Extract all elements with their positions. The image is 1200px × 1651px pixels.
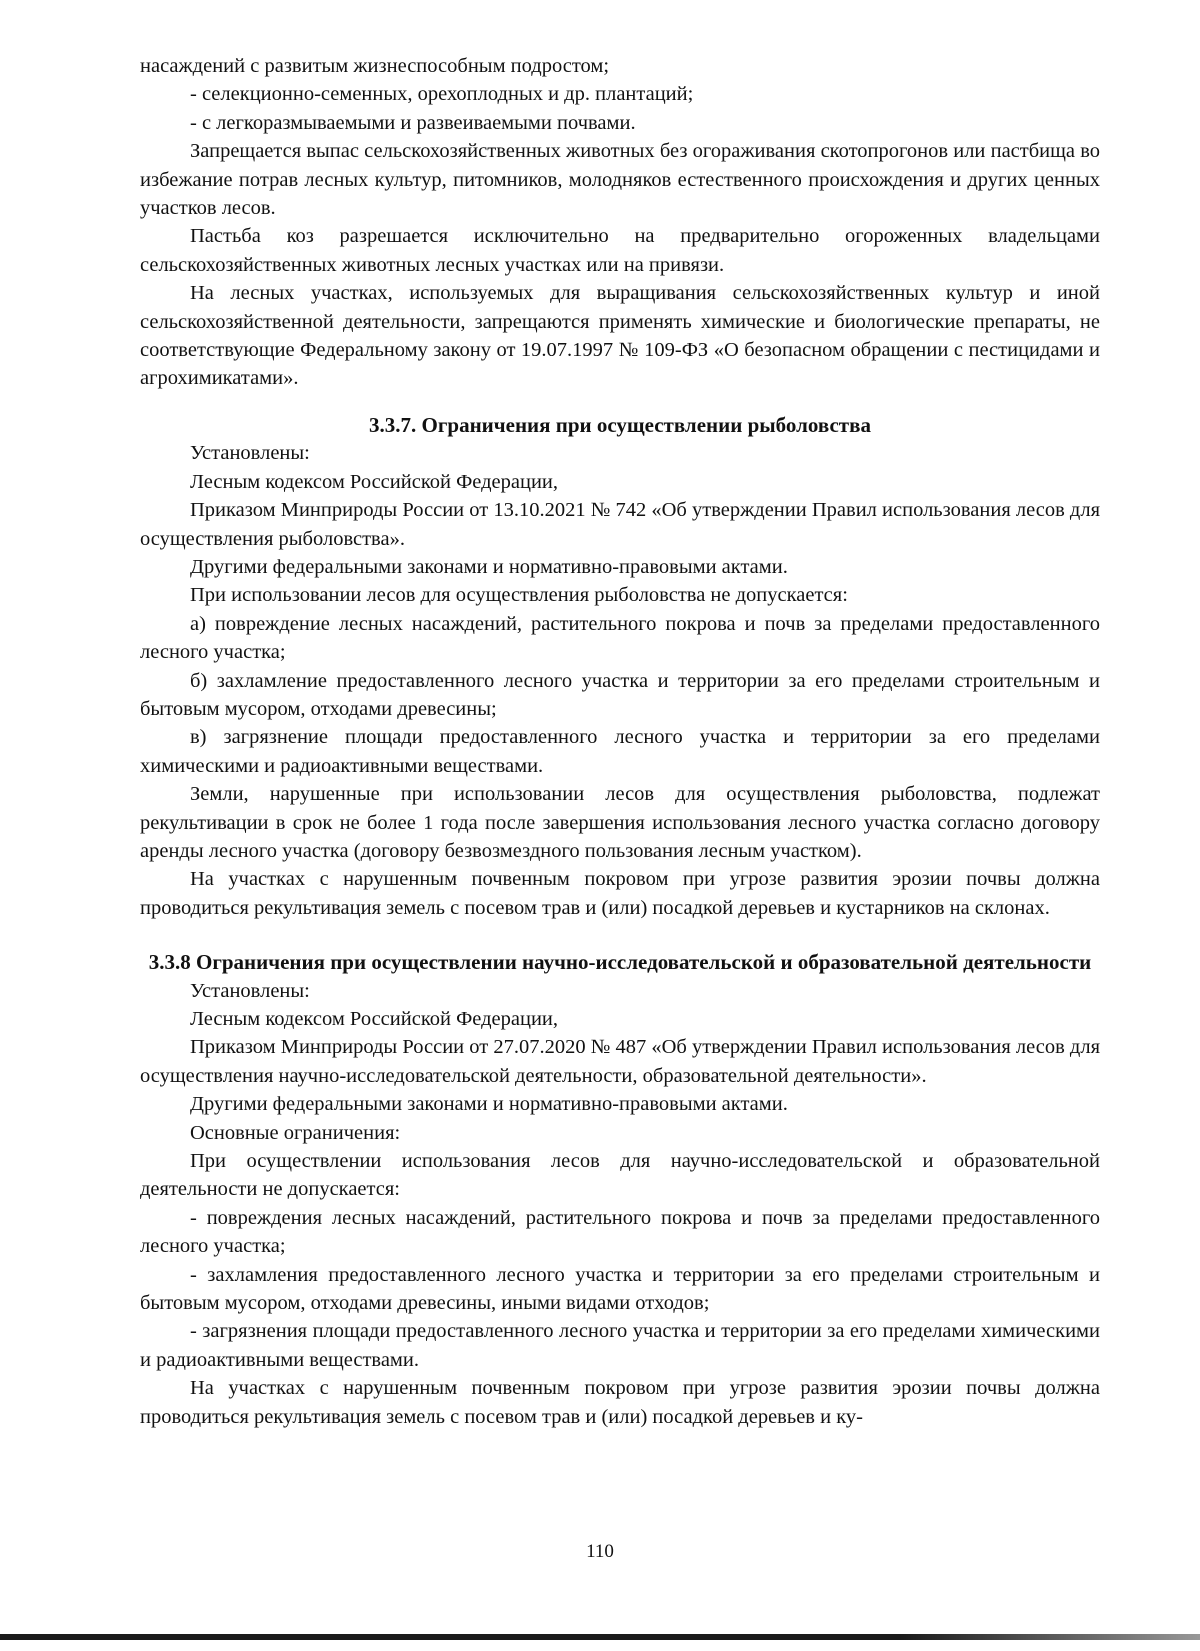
paragraph: Пастьба коз разрешается исключительно на предварительно огороженных владельцами сельскохозяйственных животных лесных участках или на привязи.: [140, 225, 1100, 276]
paragraph: Основные ограничения:: [190, 1121, 401, 1144]
paragraph: Лесным кодексом Российской Федерации,: [190, 470, 559, 493]
paragraph: На участках с нарушенным почвенным покровом при угрозе развития эрозии почвы должна проводиться рекультивация земель с посевом трав и (или) посадкой деревьев и ку-: [140, 1377, 1100, 1428]
bottom-scan-edge-fade: [900, 1634, 1200, 1640]
paragraph: При использовании лесов для осуществления рыболовства не допускается:: [190, 584, 848, 607]
paragraph: насаждений с развитым жизнеспособным подростом;: [140, 55, 610, 77]
paragraph: Другими федеральными законами и нормативно-правовыми актами.: [190, 555, 788, 578]
section-heading-3-3-7: 3.3.7. Ограничения при осуществлении рыболовства: [369, 412, 871, 437]
page-number: 110: [586, 1541, 614, 1562]
list-item: а) повреждение лесных насаждений, растительного покрова и почв за пределами предоставленного лесного участка;: [140, 612, 1100, 664]
list-item: - повреждения лесных насаждений, растительного покрова и почв за пределами предоставленного лесного участка;: [140, 1206, 1100, 1258]
paragraph: Приказом Минприроды России от 13.10.2021 № 742 «Об утверждении Правил использования лесов для осуществления рыболовства».: [140, 499, 1100, 550]
paragraph: Приказом Минприроды России от 27.07.2020 № 487 «Об утверждении Правил использования лесов для осуществления научно-исследовательской деятельности, образовательной деятельности».: [140, 1036, 1100, 1087]
document-body: [140, 52, 1100, 1431]
paragraph: На лесных участках, используемых для выращивания сельскохозяйственных культур и иной сельскохозяйственной деятельности, запрещаются применять химические и биологические препараты, не соответствующие Федеральному закону от 19.07.1997 № 109-ФЗ «О безопасном обращении с пестицидами и агрохимикатами».: [140, 282, 1100, 390]
list-item: - селекционно-семенных, орехоплодных и др. плантаций;: [190, 83, 694, 106]
paragraph: Установлены:: [190, 979, 310, 1002]
paragraph: Запрещается выпас сельскохозяйственных животных без огораживания скотопрогонов или пастбища во избежание потрав лесных культур, питомников, молодняков естественного происхождения и других ценных участков лесов.: [140, 140, 1100, 220]
paragraph: На участках с нарушенным почвенным покровом при угрозе развития эрозии почвы должна проводиться рекультивация земель с посевом трав и (или) посадкой деревьев и кустарников на склонах.: [140, 868, 1100, 919]
list-item: - с легкоразмываемыми и развеиваемыми почвами.: [190, 111, 636, 134]
list-item: б) захламление предоставленного лесного участка и территории за его пределами строительным и бытовым мусором, отходами древесины;: [140, 669, 1100, 720]
list-item: - захламления предоставленного лесного участка и территории за его пределами строительным и бытовым мусором, отходами древесины, иными видами отходов;: [140, 1263, 1100, 1315]
list-item: - загрязнения площади предоставленного лесного участка и территории за его пределами химическими и радиоактивными веществами.: [140, 1320, 1100, 1371]
paragraph: При осуществлении использования лесов для научно-исследовательской и образовательной деятельности не допускается:: [140, 1150, 1100, 1201]
paragraph: Установлены:: [190, 442, 310, 465]
section-heading-3-3-8: 3.3.8 Ограничения при осуществлении научно-исследовательской и образовательной деятельности: [148, 950, 1092, 975]
paragraph: Лесным кодексом Российской Федерации,: [190, 1008, 559, 1030]
paragraph: Земли, нарушенные при использовании лесов для осуществления рыболовства, подлежат рекультивации в срок не более 1 года после завершения использования лесного участка согласно договору аренды лесного участка (договору безвозмездного пользования лесным участком).: [140, 783, 1100, 862]
list-item: в) загрязнение площади предоставленного лесного участка и территории за его пределами химическими и радиоактивными веществами.: [140, 726, 1100, 777]
paragraph: Другими федеральными законами и нормативно-правовыми актами.: [190, 1093, 788, 1116]
